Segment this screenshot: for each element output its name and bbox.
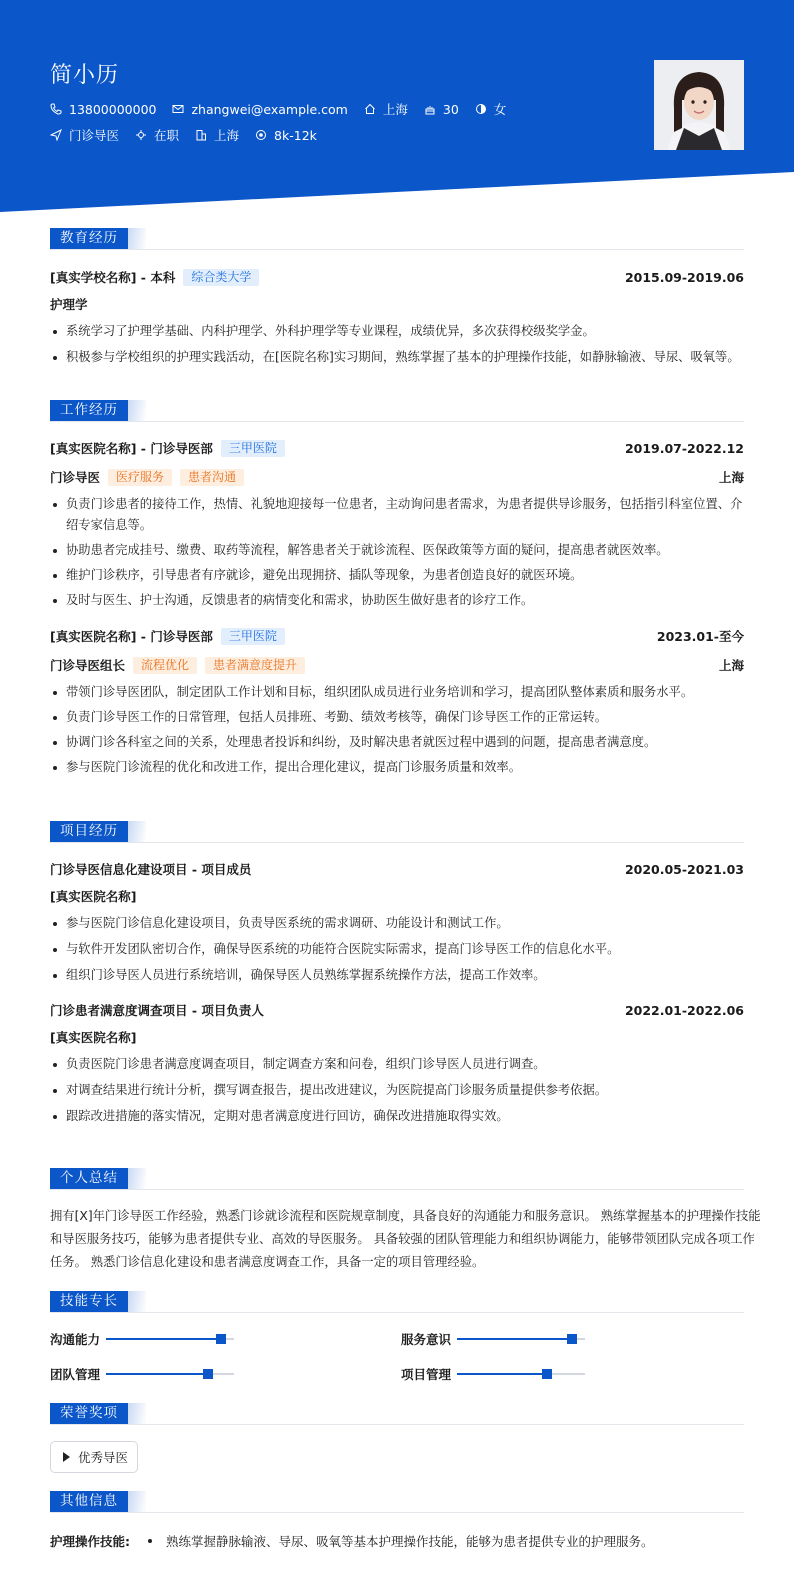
job-head: [50, 626, 744, 646]
section-divider: [50, 421, 744, 422]
skill-bar: [457, 1338, 585, 1340]
gender-item: [475, 100, 507, 118]
job-head: [50, 438, 744, 458]
list-item: 协调门诊各科室之间的关系，处理患者投诉和纠纷，及时解决患者就医过程中遇到的问题，提高患者满意度。: [50, 732, 744, 753]
job-date: 2019.07-2022.12: [624, 440, 744, 456]
project-bullets: [50, 1054, 744, 1127]
send-icon: [50, 129, 62, 141]
section-title-accent: [128, 1403, 146, 1424]
skill-bar-fill: [457, 1373, 547, 1375]
section-title-label: 个人总结: [50, 1168, 128, 1189]
education-head: [50, 267, 744, 287]
list-item: 及时与医生、护士沟通，反馈患者的病情变化和需求，协助医生做好患者的诊疗工作。: [50, 590, 744, 611]
avatar-portrait: [654, 60, 744, 150]
job-item: [50, 126, 119, 144]
job-location: 上海: [718, 470, 744, 485]
play-icon: [63, 1452, 70, 1462]
project-date: 2022.01-2022.06: [624, 1002, 744, 1018]
job-org: [真实医院名称] - 门诊导医部: [50, 441, 213, 456]
phone-item: [50, 102, 156, 117]
skill-bar-knob: [216, 1334, 226, 1344]
job-role-row: [50, 655, 744, 675]
project-date: 2020.05-2021.03: [624, 861, 744, 877]
other-info-key: 护理操作技能:: [50, 1534, 130, 1549]
email-item: [172, 102, 347, 117]
age-text: 30: [442, 101, 459, 117]
skill-bar-fill: [106, 1373, 208, 1375]
contact-row: [50, 100, 522, 118]
avatar: [654, 60, 744, 150]
section-title-accent: [128, 1491, 146, 1512]
section-divider: [50, 1424, 744, 1425]
bullet-dot: [148, 1539, 152, 1543]
other-info-row: [50, 1532, 654, 1550]
section-title: [50, 400, 744, 422]
section-title: [50, 228, 744, 250]
work-section: [50, 400, 744, 778]
salary-item: [255, 128, 317, 143]
project-org: [真实医院名称]: [50, 1030, 137, 1045]
summary-line: 和导医服务技巧，能够为患者提供专业、高效的导医服务。 具备较强的团队管理能力和组织协调能力，能够带领团队完成各项工作: [50, 1232, 755, 1246]
list-item: 维护门诊秩序，引导患者有序就诊，避免出现拥挤、插队等现象，为患者创造良好的就医环境。: [50, 565, 744, 586]
list-item: 负责门诊导医工作的日常管理，包括人员排班、考勤、绩效考核等，确保门诊导医工作的正常运转。: [50, 707, 744, 728]
skill-bar-fill: [106, 1338, 221, 1340]
section-title-label: 工作经历: [50, 400, 128, 421]
skill-bar-knob: [567, 1334, 577, 1344]
work-city-item: [195, 126, 239, 144]
skill-bar-knob: [203, 1369, 213, 1379]
project-head: [50, 859, 744, 879]
phone-icon: [50, 103, 62, 115]
section-divider: [50, 842, 744, 843]
job-location: 上海: [718, 658, 744, 673]
job-date: 2023.01-至今: [656, 629, 744, 644]
status-text: 在职: [154, 128, 180, 143]
job-bullets: [50, 494, 744, 611]
home-icon: [364, 103, 376, 115]
skill-bar: [106, 1338, 234, 1340]
job-intent-row: [50, 126, 333, 144]
section-title-accent: [128, 821, 146, 842]
salary-text: 8k-12k: [274, 127, 317, 143]
award-item: [50, 1441, 138, 1473]
skill-item: [401, 1365, 585, 1383]
skill-bar-knob: [542, 1369, 552, 1379]
list-item: 协助患者完成挂号、缴费、取药等流程，解答患者关于就诊流程、医保政策等方面的疑问，提高患者就医效率。: [50, 540, 744, 561]
project-name: 门诊导医信息化建设项目 - 项目成员: [50, 862, 252, 877]
city-text: 上海: [382, 102, 408, 117]
role-tag: 患者满意度提升: [205, 657, 305, 674]
other-info-value: 熟练掌握静脉输液、导尿、吸氧等基本护理操作技能，能够为患者提供专业的护理服务。: [166, 1534, 654, 1549]
summary-line: 任务。 熟悉门诊信息化建设和患者满意度调查工作，具备一定的项目管理经验。: [50, 1255, 485, 1269]
project-entry: [50, 1000, 744, 1127]
work-city-text: 上海: [214, 128, 240, 143]
skills-section: [50, 1291, 744, 1313]
list-item: 对调查结果进行统计分析，撰写调查报告，提出改进建议，为医院提高门诊服务质量提供参考依据。: [50, 1080, 744, 1101]
section-title-label: 其他信息: [50, 1491, 128, 1512]
list-item: 负责医院门诊患者满意度调查项目，制定调查方案和问卷，组织门诊导医人员进行调查。: [50, 1054, 744, 1075]
job-entry: [50, 626, 744, 778]
major: 护理学: [50, 297, 88, 312]
section-title: [50, 1491, 744, 1513]
list-item: 组织门诊导医人员进行系统培训，确保导医人员熟练掌握系统操作方法，提高工作效率。: [50, 965, 744, 986]
list-item: 参与医院门诊信息化建设项目，负责导医系统的需求调研、功能设计和测试工作。: [50, 913, 744, 934]
gender-text: 女: [493, 102, 507, 117]
job-text: 门诊导医: [69, 128, 120, 143]
summary-line: 拥有[X]年门诊导医工作经验，熟悉门诊就诊流程和医院规章制度，具备良好的沟通能力和服务意识。 熟练掌握基本的护理操作技能: [50, 1209, 761, 1223]
project-org: [真实医院名称]: [50, 889, 137, 904]
school-name: [真实学校名称] - 本科: [50, 270, 176, 285]
city-item: [364, 100, 408, 118]
skill-bar: [457, 1373, 585, 1375]
skill-bar-fill: [457, 1338, 572, 1340]
section-title: [50, 821, 744, 843]
skill-item: [401, 1330, 585, 1348]
job-role-row: [50, 467, 744, 487]
list-item: 与软件开发团队密切合作，确保导医系统的功能符合医院实际需求，提高门诊导医工作的信息化水平。: [50, 939, 744, 960]
org-badge: 三甲医院: [221, 628, 285, 645]
section-title-label: 项目经历: [50, 821, 128, 842]
skill-bar: [106, 1373, 234, 1375]
job-org: [真实医院名称] - 门诊导医部: [50, 629, 213, 644]
section-divider: [50, 1512, 744, 1513]
section-title-label: 技能专长: [50, 1291, 128, 1312]
phone-text: 13800000000: [69, 101, 157, 117]
salary-icon: [255, 129, 267, 141]
school-badge: 综合类大学: [183, 269, 259, 286]
awards-section: [50, 1403, 744, 1425]
job-role: 门诊导医: [50, 470, 101, 485]
project-bullets: [50, 913, 744, 986]
section-divider: [50, 1189, 744, 1190]
mail-icon: [172, 103, 184, 115]
email-text: zhangwei@example.com: [191, 101, 348, 117]
section-title-label: 荣誉奖项: [50, 1403, 128, 1424]
section-title: [50, 1291, 744, 1313]
section-title-accent: [128, 1291, 146, 1312]
section-title: [50, 1403, 744, 1425]
role-tag: 医疗服务: [108, 469, 172, 486]
candidate-name: 简小历: [50, 63, 120, 88]
section-divider: [50, 1312, 744, 1313]
status-item: [135, 126, 179, 144]
summary-section: [50, 1168, 761, 1274]
education-date: 2015.09-2019.06: [624, 269, 744, 285]
status-icon: [135, 129, 147, 141]
list-item: 系统学习了护理学基础、内科护理学、外科护理学等专业课程，成绩优异，多次获得校级奖学金。: [50, 321, 744, 342]
header: [0, 0, 794, 212]
other-section: [50, 1491, 744, 1513]
job-role: 门诊导医组长: [50, 658, 126, 673]
age-item: [424, 102, 459, 117]
award-label: 优秀导医: [78, 1450, 129, 1465]
job-entry: [50, 438, 744, 611]
section-divider: [50, 249, 744, 250]
cake-icon: [424, 103, 436, 115]
project-entry: [50, 859, 744, 986]
skill-name: 沟通能力: [50, 1332, 101, 1347]
job-bullets: [50, 682, 744, 778]
skill-name: 项目管理: [401, 1367, 452, 1382]
skill-item: [50, 1330, 234, 1348]
list-item: 负责门诊患者的接待工作，热情、礼貌地迎接每一位患者，主动询问患者需求，为患者提供导诊服务，包括指引科室位置、介绍专家信息等。: [50, 494, 744, 536]
project-head: [50, 1000, 744, 1020]
education-bullets: [50, 321, 744, 368]
org-badge: 三甲医院: [221, 440, 285, 457]
section-title-accent: [128, 400, 146, 421]
skill-item: [50, 1365, 234, 1383]
list-item: 带领门诊导医团队，制定团队工作计划和目标，组织团队成员进行业务培训和学习，提高团队整体素质和服务水平。: [50, 682, 744, 703]
project-name: 门诊患者满意度调查项目 - 项目负责人: [50, 1003, 264, 1018]
role-tag: 患者沟通: [180, 469, 244, 486]
education-section: [50, 228, 744, 368]
building-icon: [195, 129, 207, 141]
section-title-accent: [128, 1168, 146, 1189]
summary-text: [50, 1205, 761, 1274]
section-title-label: 教育经历: [50, 228, 128, 249]
list-item: 跟踪改进措施的落实情况，定期对患者满意度进行回访，确保改进措施取得实效。: [50, 1106, 744, 1127]
section-title-accent: [128, 228, 146, 249]
list-item: 参与医院门诊流程的优化和改进工作，提出合理化建议，提高门诊服务质量和效率。: [50, 757, 744, 778]
skill-name: 服务意识: [401, 1332, 452, 1347]
list-item: 积极参与学校组织的护理实践活动，在[医院名称]实习期间，熟练掌握了基本的护理操作技能，如静脉输液、导尿、吸氧等。: [50, 347, 744, 368]
role-tag: 流程优化: [133, 657, 197, 674]
section-title: [50, 1168, 744, 1190]
projects-section: [50, 821, 744, 1127]
skill-name: 团队管理: [50, 1367, 101, 1382]
gender-icon: [475, 103, 487, 115]
